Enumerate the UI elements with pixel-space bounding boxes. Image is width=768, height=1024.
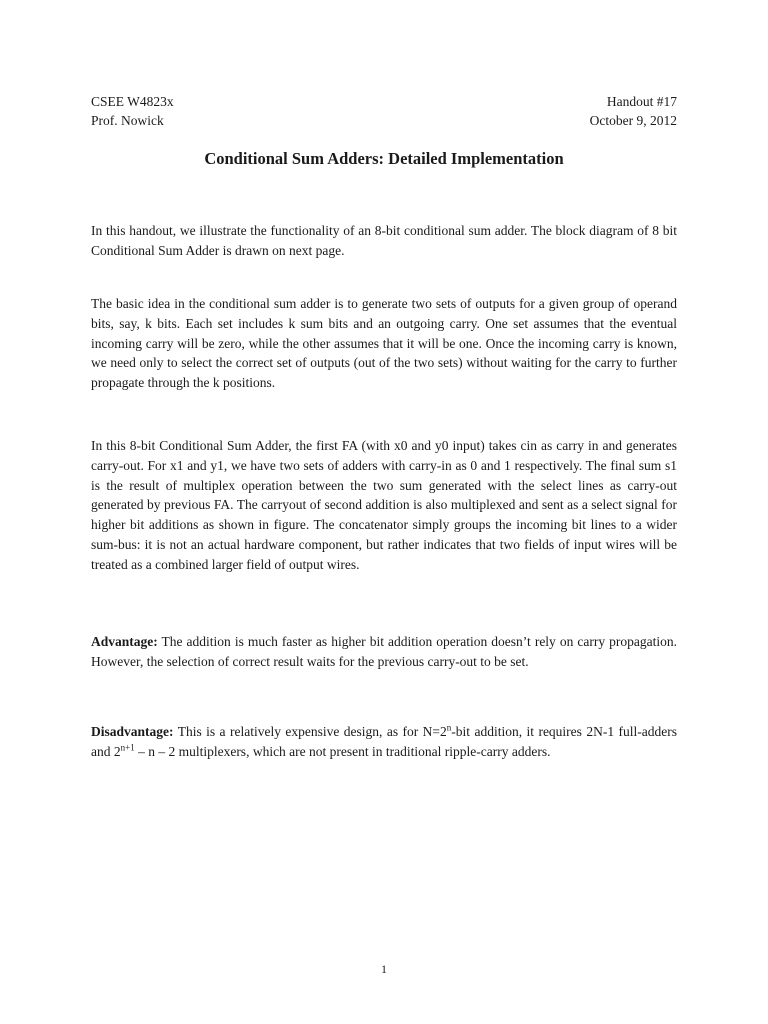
advantage-text: The addition is much faster as higher bit addition operation doesn’t rely on carry propagation. However, the selection of correct result waits for the previous carry-out to be set.	[91, 634, 677, 669]
header-row-2	[91, 111, 677, 131]
basic-idea-paragraph: The basic idea in the conditional sum adder is to generate two sets of outputs for a given group of operand bits, say, k bits. Each set includes k sum bits and an outgoing carry. One set assumes that the eventual incoming carry will be zero, while the other assumes that it will be one. Once the incoming carry is known, we need only to select the correct set of outputs (out of the two sets) without waiting for the carry to further propagate through the k positions.	[91, 296, 677, 391]
page-title: Conditional Sum Adders: Detailed Implementation	[204, 149, 564, 168]
page-number: 1	[381, 962, 387, 976]
disadvantage-paragraph	[91, 722, 677, 762]
eight-bit-paragraph: In this 8-bit Conditional Sum Adder, the first FA (with x0 and y0 input) takes cin as carry in and generates carry-out. For x1 and y1, we have two sets of adders with carry-in as 0 and 1 respectively. The final sum s1 is the result of multiplex operation between the two sum generated with the select lines as carry-out generated by previous FA. The carryout of second addition is also multiplexed and sent as a select signal for higher bit additions as shown in figure. The concatenator simply groups the incoming bit lines to a wider sum-bus: it is not an actual hardware component, but rather indicates that two fields of input wires will be treated as a combined larger field of output wires.	[91, 438, 677, 572]
course-code: CSEE W4823x	[91, 94, 174, 109]
disadvantage-text-2: -bit addition, it requires 2N-1 full-adders and 2	[91, 724, 677, 759]
disadvantage-text-3: – n – 2 multiplexers, which are not present in traditional ripple-carry adders.	[134, 743, 551, 759]
advantage-paragraph	[91, 632, 677, 672]
professor-name: Prof. Nowick	[91, 113, 164, 128]
intro-paragraph: In this handout, we illustrate the functionality of an 8-bit conditional sum adder. The block diagram of 8 bit Conditional Sum Adder is drawn on next page.	[91, 223, 677, 258]
exponent-n-plus-1: n+1	[120, 742, 135, 753]
header-row-1	[91, 92, 677, 112]
exponent-n: n	[446, 722, 452, 733]
disadvantage-label: Disadvantage:	[91, 724, 174, 739]
handout-number: Handout #17	[606, 94, 677, 109]
disadvantage-text-1: This is a relatively expensive design, as for N=2	[173, 724, 447, 739]
handout-date: October 9, 2012	[589, 113, 677, 128]
advantage-label: Advantage:	[91, 634, 158, 649]
